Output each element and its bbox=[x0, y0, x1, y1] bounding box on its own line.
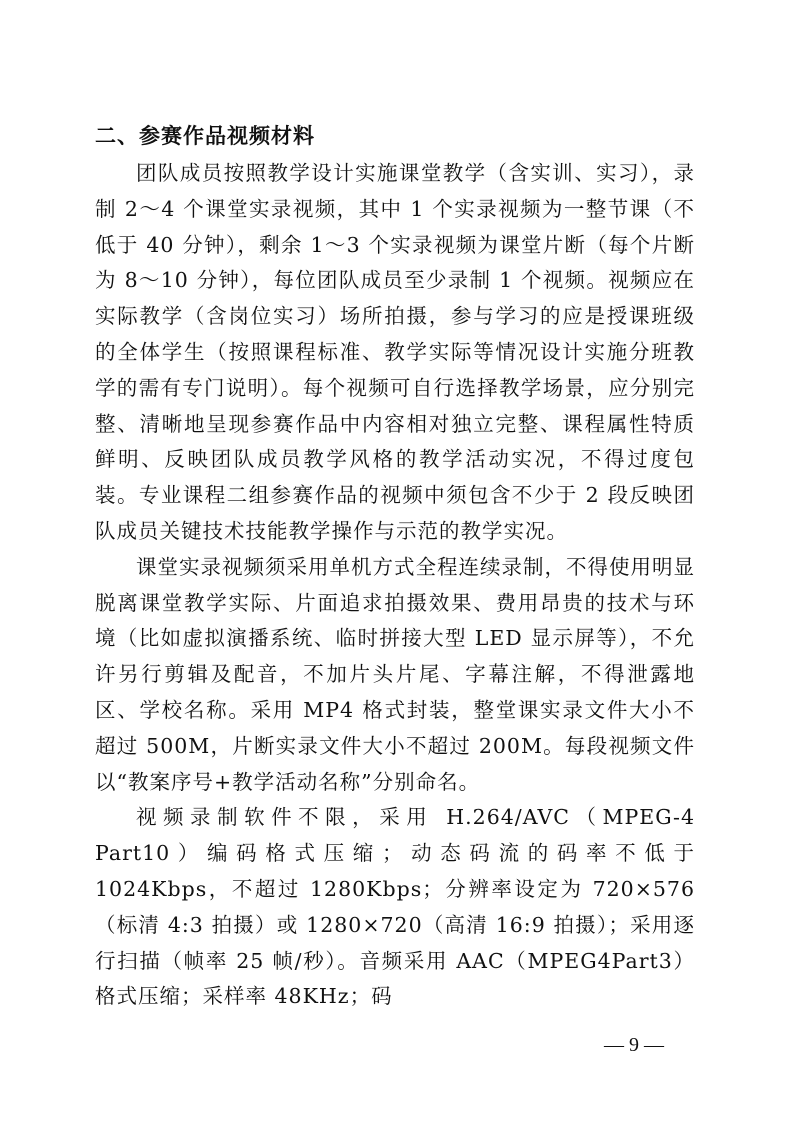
paragraph-recording-rules: 课堂实录视频须采用单机方式全程连续录制，不得使用明显脱离课堂教学实际、片面追求拍摄效果、费用昂贵的技术与环境（比如虚拟演播系统、临时拼接大型 LED 显示屏等），不允许另行剪辑及配音，不加片头片尾、字幕注解，不得泄露地区、学校名称。采用 MP4 格式封装，整堂课实录文件大小不超过 500M，片断实录文件大小不超过 200M。每段视频文件以“教案序号+教学活动名称”分别命名。 bbox=[95, 554, 695, 794]
paragraph-video-recording: 团队成员按照教学设计实施课堂教学（含实训、实习），录制 2～4 个课堂实录视频，其中 1 个实录视频为一整节课（不低于 40 分钟），剩余 1～3 个实录视频为课堂片断（每个片断为 8～10 分钟），每位团队成员至少录制 1 个视频。视频应在实际教学（含岗位实习）场所拍摄，参与学习的应是授课班级的全体学生（按照课程标准、教学实际等情况设计实施分班教学的需有专门说明）。每个视频可自行选择教学场景，应分别完整、清晰地呈现参赛作品中内容相对独立完整、课程属性特质鲜明、反映团队成员教学风格的教学活动实况，不得过度包装。专业课程二组参赛作品的视频中须包含不少于 2 段反映团队成员关键技术技能教学操作与示范的教学实况。 bbox=[95, 161, 695, 543]
section-heading: 二、参赛作品视频材料 bbox=[95, 124, 315, 148]
page-number: — 9 — bbox=[604, 1034, 664, 1056]
paragraph-encoding-specs: 视频录制软件不限，采用 H.264/AVC（MPEG-4 Part10）编码格式压缩；动态码流的码率不低于 1024Kbps，不超过 1280Kbps；分辨率设定为 720×576（标清 4:3 拍摄）或 1280×720（高清 16:9 拍摄）；采用逐行扫描（帧率 25 帧/秒）。音频采用 AAC（MPEG4Part3）格式压缩；采样率 48KHz；码 bbox=[95, 805, 695, 1009]
page-content bbox=[95, 118, 695, 1015]
